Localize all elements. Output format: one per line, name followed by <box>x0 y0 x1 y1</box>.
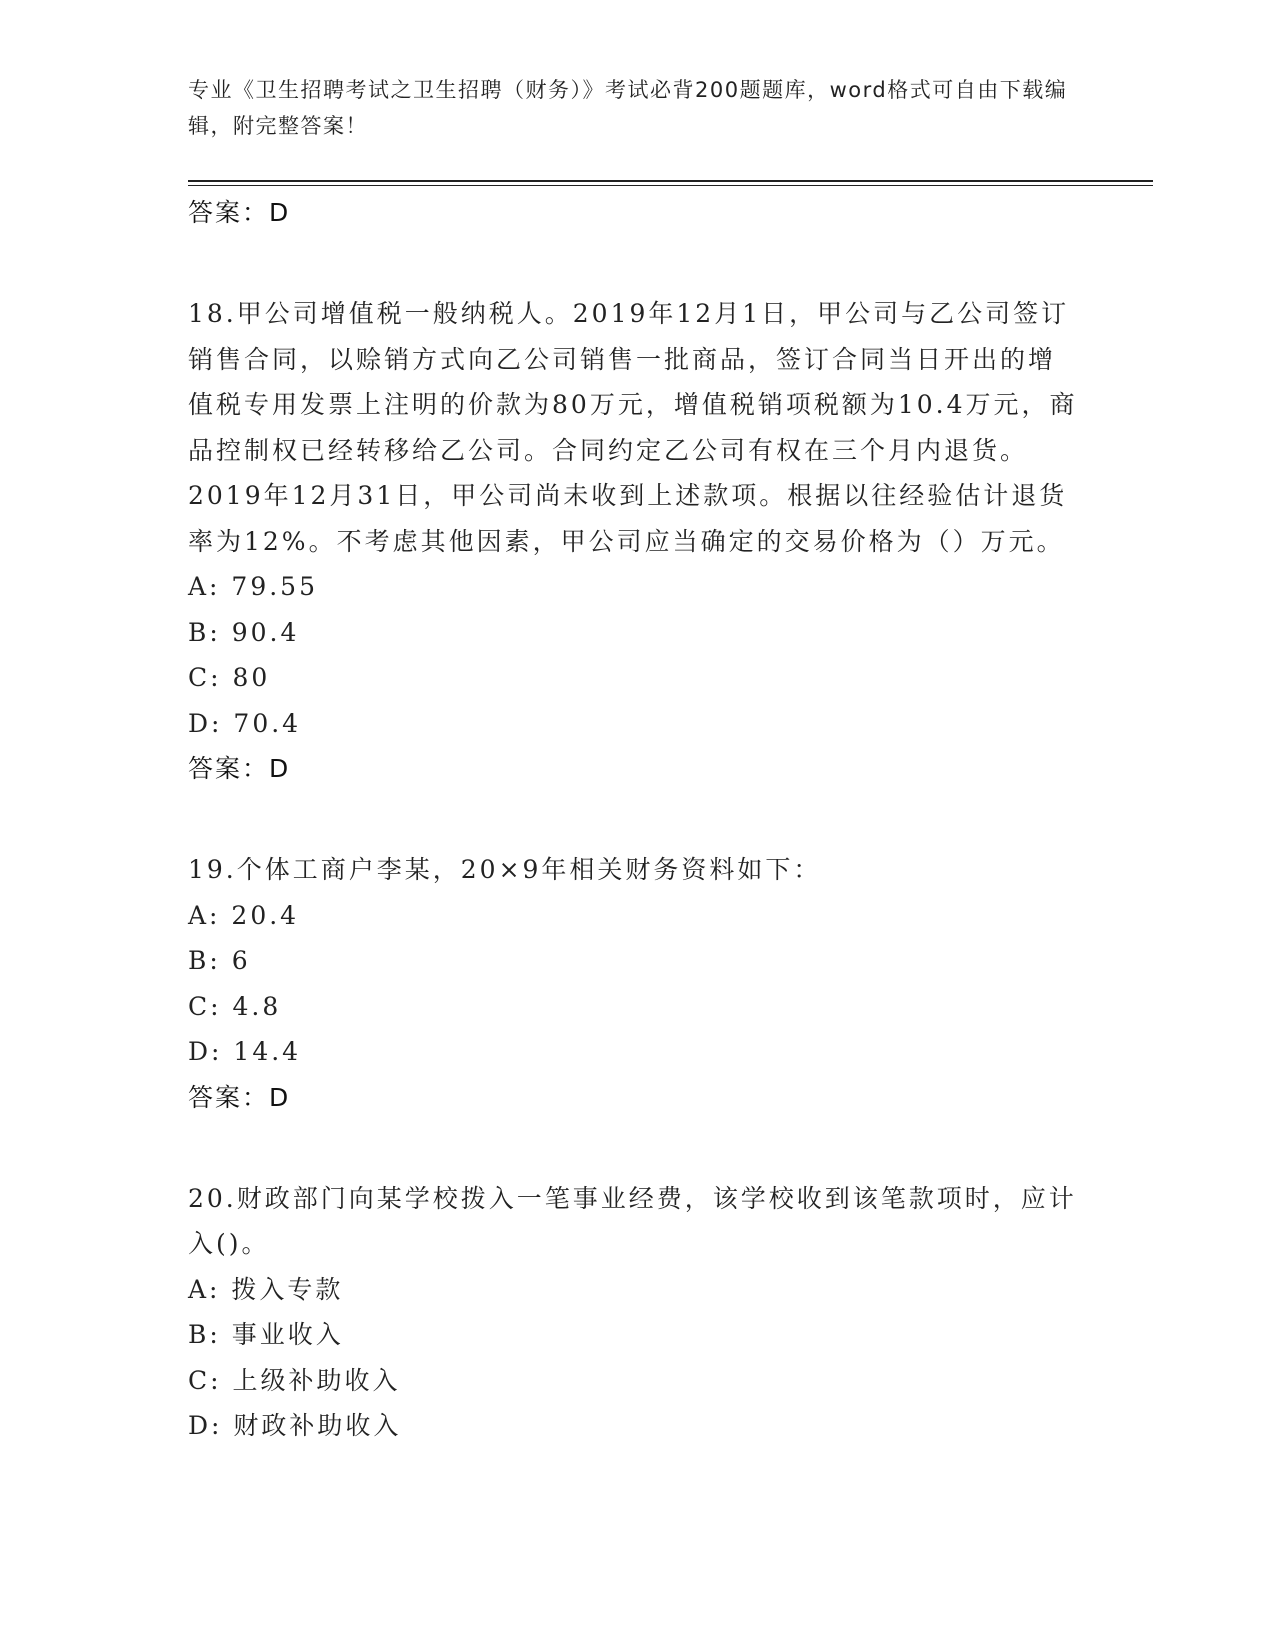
header-divider <box>188 180 1153 182</box>
spacer <box>188 235 1078 291</box>
question-20 <box>188 1176 1078 1449</box>
option-b: B: 90.4 <box>188 617 300 647</box>
question-18 <box>188 291 1078 791</box>
question-answer: 答案：D <box>188 754 291 783</box>
option-b: B: 事业收入 <box>188 1320 344 1349</box>
question-list <box>188 190 1078 1449</box>
question-answer: 答案：D <box>188 1082 291 1112</box>
question-text: 20.财政部门向某学校拨入一笔事业经费，该学校收到该笔款项时，应计入()。 <box>188 1183 1077 1258</box>
document-header: 专业《卫生招聘考试之卫生招聘（财务）》考试必背200题题库，word格式可自由下载编辑，附完整答案！ <box>188 78 1068 138</box>
option-b: B: 6 <box>188 946 251 975</box>
option-a: A: 20.4 <box>188 900 300 930</box>
option-c: C: 上级补助收入 <box>188 1365 401 1395</box>
previous-question-answer: 答案：D <box>188 198 291 227</box>
question-text: 19.个体工商户李某，20×9年相关财务资料如下： <box>188 855 822 884</box>
spacer <box>188 791 1078 847</box>
option-d: D: 14.4 <box>188 1037 302 1066</box>
option-d: D: 财政补助收入 <box>188 1411 402 1440</box>
option-a: A: 拨入专款 <box>188 1274 344 1304</box>
option-d: D: 70.4 <box>188 708 302 738</box>
header-divider-thin <box>188 185 1153 186</box>
question-19 <box>188 847 1078 1120</box>
option-c: C: 4.8 <box>188 991 282 1021</box>
option-a: A: 79.55 <box>188 572 318 601</box>
option-c: C: 80 <box>188 663 271 692</box>
spacer <box>188 1120 1078 1176</box>
question-text: 18.甲公司增值税一般纳税人。2019年12月1日，甲公司与乙公司签订销售合同，以赊销方式向乙公司销售一批商品，签订合同当日开出的增值税专用发票上注明的价款为80万元，增值税销项税额为10.4万元，商品控制权已经转移给乙公司。合同约定乙公司有权在三个月内退货。2019年12月31日，甲公司尚未收到上述款项。根据以往经验估计退货率为12%。不考虑其他因素，甲公司应当确定的交易价格为（）万元。 <box>188 299 1078 556</box>
